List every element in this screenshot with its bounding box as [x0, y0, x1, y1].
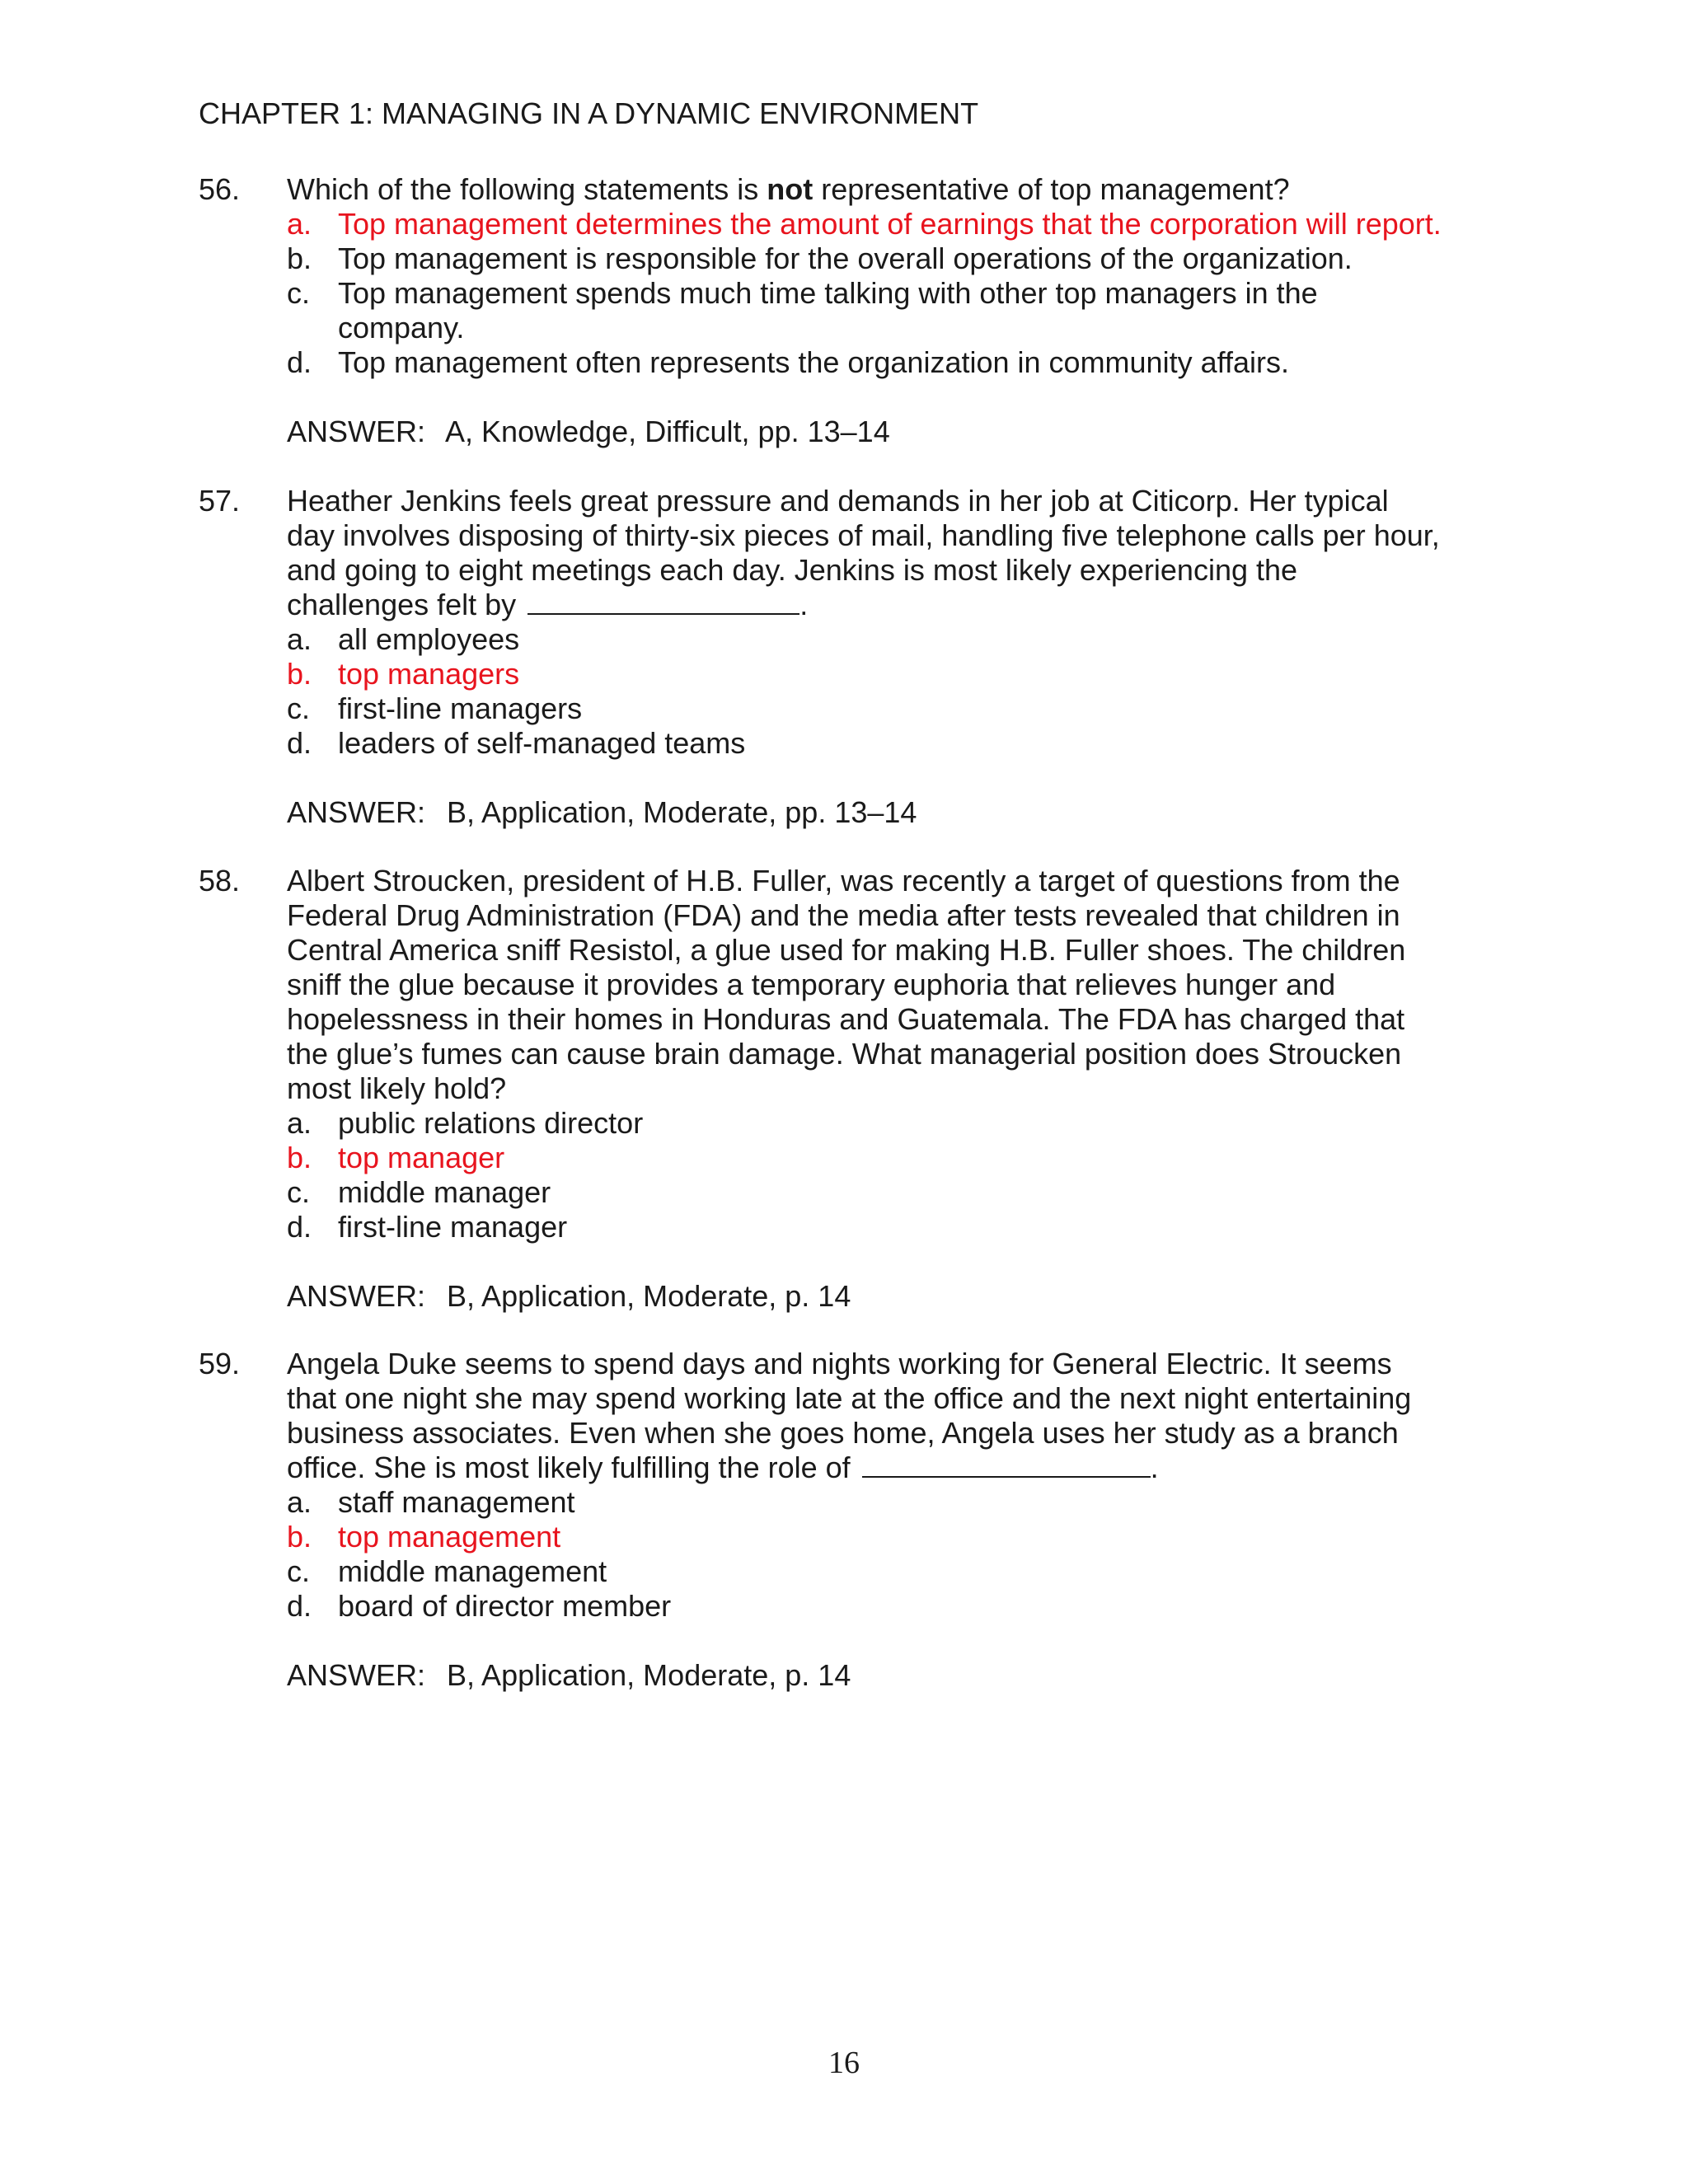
answer-options	[287, 1485, 1517, 1624]
question-stem-line: the glue’s fumes can cause brain damage. What managerial position does Stroucken	[287, 1037, 1402, 1071]
question-stem: Which of the following statements is not representative of top management?	[287, 172, 1290, 206]
option-c: c. middle management	[287, 1554, 607, 1588]
question-number: 57.	[199, 484, 241, 518]
question-stem-line: Heather Jenkins feels great pressure and demands in her job at Citicorp. Her typical	[287, 484, 1389, 518]
page-number: 16	[828, 2046, 860, 2080]
question-stem-line: sniff the glue because it provides a temporary euphoria that relieves hunger and	[287, 968, 1336, 1001]
answer-options	[287, 622, 1517, 761]
answer-key: ANSWER: B, Application, Moderate, pp. 13–14	[287, 795, 917, 829]
option-a: a. all employees	[287, 622, 520, 656]
question-body	[287, 484, 1517, 830]
question-number: 59.	[199, 1347, 241, 1380]
question-56	[199, 172, 1517, 449]
question-stem-line: Angela Duke seems to spend days and nights working for General Electric. It seems	[287, 1347, 1392, 1380]
question-57	[199, 484, 1517, 830]
option-a: a. public relations director	[287, 1106, 644, 1140]
question-stem-line: business associates. Even when she goes home, Angela uses her study as a branch	[287, 1416, 1399, 1450]
question-body	[287, 1347, 1517, 1693]
chapter-title: CHAPTER 1: MANAGING IN A DYNAMIC ENVIRONMENT	[199, 96, 979, 130]
option-d: d. board of director member	[287, 1589, 672, 1623]
answer-options	[287, 1106, 1517, 1244]
answer-options	[287, 207, 1517, 380]
option-c: c. first-line managers	[287, 691, 583, 725]
question-stem-line: Central America sniff Resistol, a glue used for making H.B. Fuller shoes. The children	[287, 933, 1406, 967]
stem-emphasis: not	[767, 172, 814, 206]
question-body	[287, 864, 1517, 1314]
question-stem-line: office. She is most likely fulfilling the role of .	[287, 1451, 1159, 1484]
answer-key: ANSWER: B, Application, Moderate, p. 14	[287, 1279, 851, 1313]
option-a: a. Top management determines the amount of earnings that the corporation will report.	[287, 207, 1442, 241]
option-d: d. first-line manager	[287, 1210, 568, 1244]
question-stem-line: that one night she may spend working late at the office and the next night entertaining	[287, 1381, 1412, 1415]
option-b: b. top manager	[287, 1141, 505, 1174]
option-b: b. Top management is responsible for the overall operations of the organization.	[287, 241, 1353, 275]
option-b: b. top management	[287, 1520, 561, 1554]
fill-in-blank	[528, 588, 799, 615]
question-stem-line: Albert Stroucken, president of H.B. Fuller, was recently a target of questions from the	[287, 864, 1400, 898]
fill-in-blank	[862, 1451, 1151, 1478]
question-stem-line: Federal Drug Administration (FDA) and the media after tests revealed that children in	[287, 898, 1400, 932]
question-stem-line: hopelessness in their homes in Honduras and Guatemala. The FDA has charged that	[287, 1002, 1405, 1036]
option-a: a. staff management	[287, 1485, 575, 1519]
option-d: d. leaders of self-managed teams	[287, 726, 746, 760]
question-number: 58.	[199, 864, 241, 898]
question-body	[287, 172, 1517, 449]
option-d: d. Top management often represents the organization in community affairs.	[287, 345, 1289, 379]
question-stem-line: challenges felt by .	[287, 588, 809, 621]
answer-text: B, Application, Moderate, p. 14	[447, 1658, 851, 1692]
question-stem-line: and going to eight meetings each day. Jenkins is most likely experiencing the	[287, 553, 1298, 587]
question-number: 56.	[199, 172, 241, 206]
option-c: c. middle manager	[287, 1175, 551, 1209]
answer-text: B, Application, Moderate, pp. 13–14	[447, 795, 917, 829]
answer-text: B, Application, Moderate, p. 14	[447, 1279, 851, 1313]
question-stem-line: day involves disposing of thirty-six pieces of mail, handling five telephone calls per hour,	[287, 518, 1440, 552]
question-stem-line: most likely hold?	[287, 1071, 507, 1105]
answer-key: ANSWER: B, Application, Moderate, p. 14	[287, 1658, 851, 1692]
question-58	[199, 864, 1517, 1314]
option-c: c. Top management spends much time talking with other top managers in the company.	[287, 276, 1318, 344]
option-b: b. top managers	[287, 657, 520, 691]
question-59	[199, 1347, 1517, 1693]
answer-text: A, Knowledge, Difficult, pp. 13–14	[445, 415, 890, 448]
answer-key: ANSWER: A, Knowledge, Difficult, pp. 13–14	[287, 415, 890, 448]
